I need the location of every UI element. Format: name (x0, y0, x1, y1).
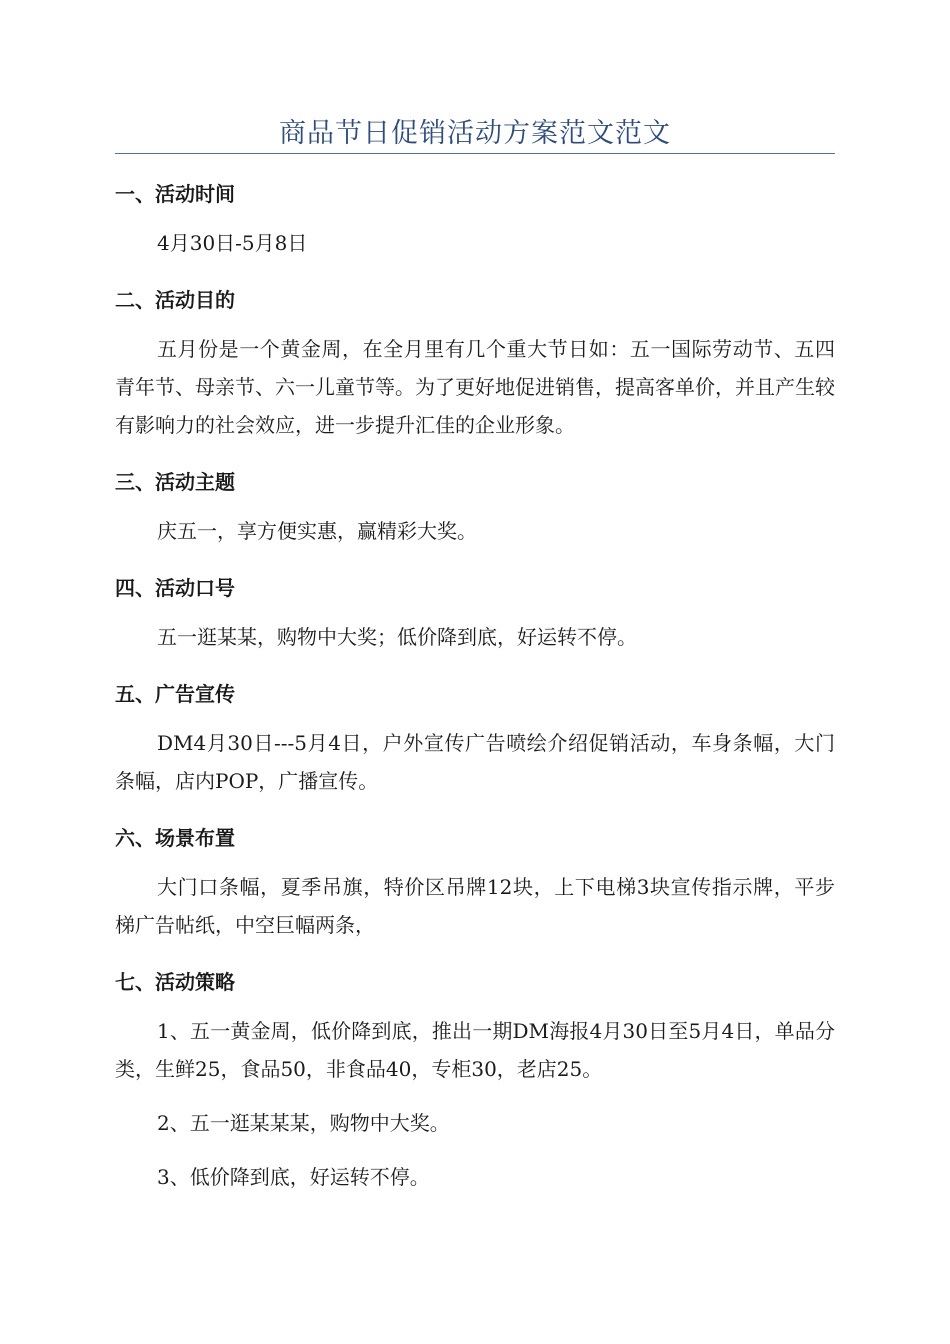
section-heading: 二、活动目的 (115, 288, 235, 312)
section-paragraph: 3、低价降到底，好运转不停。 (157, 1165, 430, 1189)
section-activity-purpose (115, 278, 835, 444)
section-heading: 四、活动口号 (115, 576, 235, 600)
section-paragraph: 1、五一黄金周，低价降到底，推出一期DM海报4月30日至5月4日，单品分类，生鲜25，食品50，非食品40，专柜30，老店25。 (115, 1019, 835, 1081)
section-paragraph: 五月份是一个黄金周，在全月里有几个重大节日如：五一国际劳动节、五四青年节、母亲节、六一儿童节等。为了更好地促进销售，提高客单价，并且产生较有影响力的社会效应，进一步提升汇佳的企业形象。 (115, 337, 835, 437)
section-heading: 一、活动时间 (115, 182, 235, 206)
section-paragraph: 4月30日-5月8日 (157, 231, 308, 255)
section-heading: 三、活动主题 (115, 470, 235, 494)
section-activity-time (115, 172, 835, 262)
document-title: 商品节日促销活动方案范文范文 (279, 118, 671, 149)
section-paragraph: DM4月30日---5月4日，户外宣传广告喷绘介绍促销活动，车身条幅，大门条幅，店内POP，广播宣传。 (115, 731, 835, 793)
title-underline (115, 153, 835, 154)
section-heading: 五、广告宣传 (115, 682, 235, 706)
section-paragraph: 大门口条幅，夏季吊旗，特价区吊牌12块，上下电梯3块宣传指示牌，平步梯广告帖纸，中空巨幅两条， (115, 875, 835, 937)
section-scene-layout (115, 816, 835, 944)
section-paragraph: 2、五一逛某某某，购物中大奖。 (157, 1111, 450, 1135)
section-advertising (115, 672, 835, 800)
section-activity-slogan (115, 566, 835, 656)
section-activity-strategy (115, 960, 835, 1196)
section-paragraph: 庆五一，享方便实惠，赢精彩大奖。 (157, 519, 477, 543)
section-heading: 六、场景布置 (115, 826, 235, 850)
section-activity-theme (115, 460, 835, 550)
document-body (115, 172, 835, 1212)
section-paragraph: 五一逛某某，购物中大奖；低价降到底，好运转不停。 (157, 625, 637, 649)
section-heading: 七、活动策略 (115, 970, 235, 994)
